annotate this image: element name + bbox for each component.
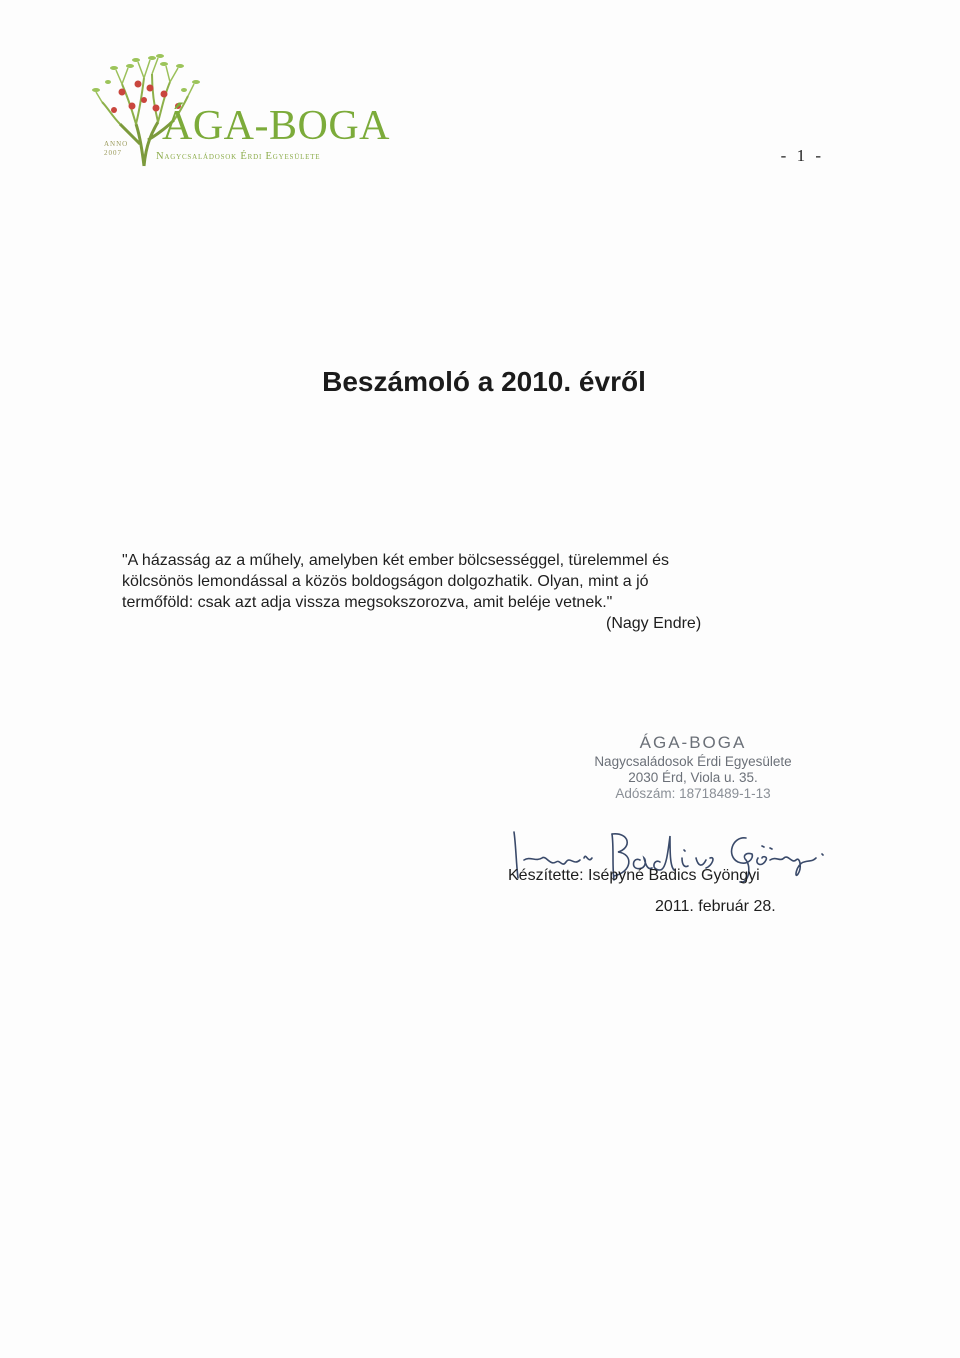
page-number: - 1 - [780,146,824,165]
quote-author: (Nagy Endre) [606,615,702,632]
logo-title: ÁGA-BOGA [162,103,390,149]
quote-block [122,550,742,613]
document-date: 2011. február 28. [655,898,776,915]
stamp-name: ÁGA-BOGA [639,733,747,752]
stamp-tax-id: Adószám: 18718489-1-13 [615,786,771,800]
logo-subtitle: Nagycsaládosok Érdi Egyesülete [156,151,321,162]
organization-stamp [588,732,798,800]
quote-line: termőföld: csak azt adja vissza megsokszorozva, amit beléje vetnek." [122,594,613,611]
quote-line: kölcsönös lemondással a közös boldogságon dolgozhatik. Olyan, mint a jó [122,573,649,590]
stamp-address: 2030 Érd, Viola u. 35. [628,770,758,785]
stamp-org: Nagycsaládosok Érdi Egyesülete [594,754,792,769]
document-title: Beszámoló a 2010. évről [322,366,646,397]
organization-logo [92,44,390,174]
prepared-by: Készítette: Isépyné Badics Gyöngyi [508,867,760,884]
logo-anno-text: ANNO 2007 [104,140,129,157]
quote-line: "A házasság az a műhely, amelyben két ember bölcsességgel, türelemmel és [122,552,669,569]
